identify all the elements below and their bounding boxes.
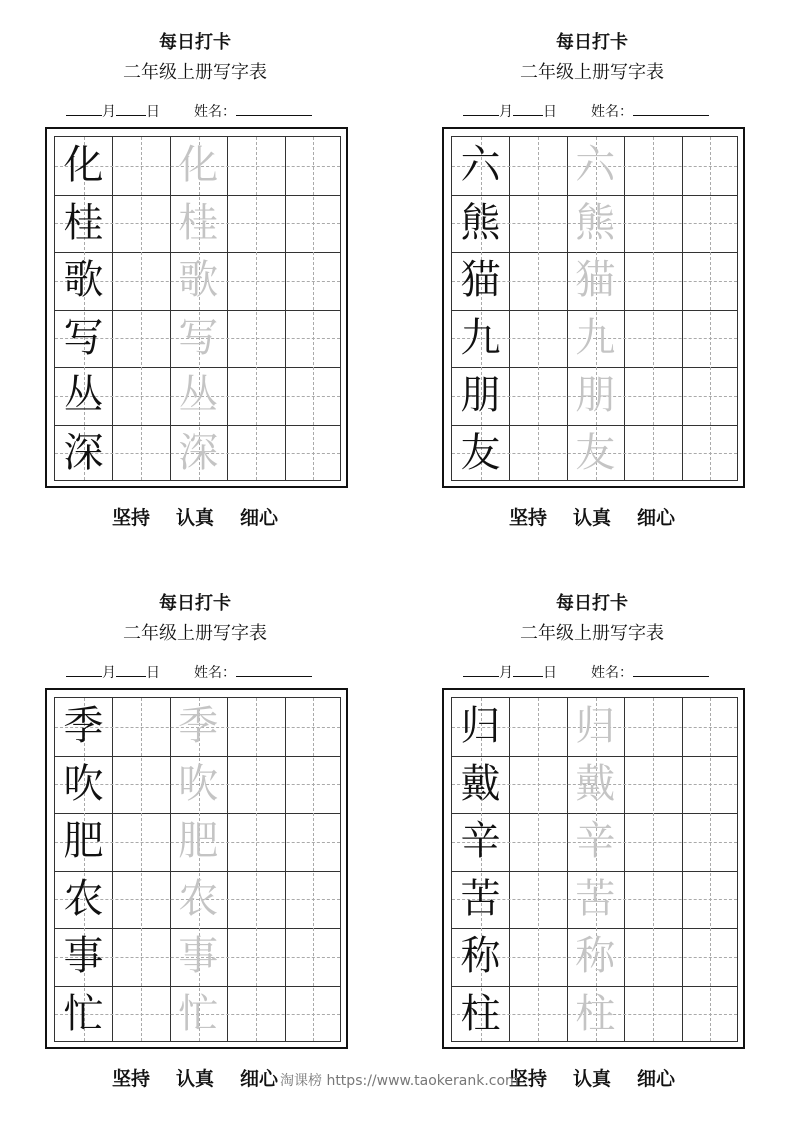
grid-column-line [285, 698, 286, 1041]
grid-guide-line [653, 698, 654, 1041]
model-character: 辛 [460, 818, 501, 864]
motto-careful: 细心 [240, 1068, 279, 1090]
sheet-subtitle: 二年级上册写字表 [520, 62, 664, 83]
motto-careful: 细心 [637, 1068, 676, 1090]
model-character: 熊 [460, 199, 501, 246]
grid-guide-line [710, 137, 711, 480]
month-blank [66, 662, 102, 677]
trace-character: 称 [575, 933, 616, 979]
grid-guide-line [313, 137, 314, 480]
trace-character: 柱 [575, 990, 616, 1037]
grid-guide-line [313, 698, 314, 1041]
trace-character: 九 [575, 314, 616, 361]
grid-column-line [624, 698, 625, 1041]
date-name-line [463, 101, 709, 122]
month-label: 月 [499, 104, 513, 120]
model-character: 猫 [460, 257, 501, 303]
name-blank [633, 101, 709, 116]
practice-grid-frame [442, 127, 745, 488]
motto [30, 504, 360, 532]
watermark: 淘课榜 https://www.taokerank.com [280, 1073, 519, 1089]
model-character: 朋 [460, 372, 501, 418]
model-character: 友 [460, 429, 501, 476]
trace-character: 熊 [575, 199, 616, 246]
motto-serious: 认真 [572, 1068, 611, 1090]
worksheet-3 [30, 561, 360, 1091]
practice-grid-frame [45, 127, 348, 488]
date-name-line [66, 101, 312, 122]
motto-serious: 认真 [175, 507, 214, 529]
model-character: 歌 [63, 257, 104, 303]
model-character: 化 [63, 142, 104, 188]
date-name-line [463, 662, 709, 683]
day-blank [513, 662, 543, 677]
month-label: 月 [102, 104, 116, 120]
grid-column-line [227, 698, 228, 1041]
model-character: 六 [460, 142, 501, 188]
sheet-title: 每日打卡 [556, 32, 628, 53]
motto-careful: 细心 [240, 507, 279, 529]
model-character: 桂 [63, 199, 104, 246]
model-character: 农 [63, 875, 104, 922]
grid-guide-line [538, 698, 539, 1041]
grid-column-line [112, 698, 113, 1041]
worksheet-4 [427, 561, 757, 1091]
model-character: 归 [460, 703, 501, 749]
name-label: 姓名： [591, 104, 633, 120]
model-character: 称 [460, 933, 501, 979]
model-character: 忙 [63, 990, 104, 1037]
trace-character: 忙 [178, 990, 219, 1037]
motto-serious: 认真 [175, 1068, 214, 1090]
motto-careful: 细心 [637, 507, 676, 529]
grid-guide-line [256, 698, 257, 1041]
trace-character: 化 [178, 142, 219, 188]
model-character: 戴 [460, 760, 501, 807]
trace-character: 戴 [575, 760, 616, 807]
day-label: 日 [543, 665, 557, 681]
grid-column-line [509, 137, 510, 480]
trace-character: 辛 [575, 818, 616, 864]
trace-character: 友 [575, 429, 616, 476]
model-character: 苦 [460, 875, 501, 922]
sheet-subtitle: 二年级上册写字表 [123, 62, 267, 83]
day-label: 日 [543, 104, 557, 120]
grid-guide-line [710, 698, 711, 1041]
model-character: 丛 [63, 372, 104, 418]
practice-grid-frame [45, 688, 348, 1049]
month-label: 月 [102, 665, 116, 681]
model-character: 柱 [460, 990, 501, 1037]
trace-character: 猫 [575, 257, 616, 303]
trace-character: 苦 [575, 875, 616, 922]
grid-column-line [682, 137, 683, 480]
motto-persist: 坚持 [111, 1068, 150, 1090]
sheet-subtitle: 二年级上册写字表 [123, 623, 267, 644]
sheet-subtitle: 二年级上册写字表 [520, 623, 664, 644]
name-label: 姓名： [591, 665, 633, 681]
day-label: 日 [146, 104, 160, 120]
practice-grid [54, 136, 341, 481]
trace-character: 季 [178, 703, 219, 749]
grid-guide-line [141, 698, 142, 1041]
trace-character: 归 [575, 703, 616, 749]
worksheet-2 [427, 0, 757, 530]
name-label: 姓名： [194, 104, 236, 120]
trace-character: 丛 [178, 372, 219, 418]
date-name-line [66, 662, 312, 683]
sheet-title: 每日打卡 [556, 593, 628, 614]
day-blank [513, 101, 543, 116]
day-label: 日 [146, 665, 160, 681]
sheet-title: 每日打卡 [159, 593, 231, 614]
trace-character: 农 [178, 875, 219, 922]
practice-grid [54, 697, 341, 1042]
trace-character: 桂 [178, 199, 219, 246]
trace-character: 六 [575, 142, 616, 188]
motto-serious: 认真 [572, 507, 611, 529]
motto [427, 504, 757, 532]
grid-column-line [227, 137, 228, 480]
trace-character: 肥 [178, 818, 219, 864]
trace-character: 写 [178, 314, 219, 361]
model-character: 事 [63, 933, 104, 979]
grid-column-line [112, 137, 113, 480]
grid-column-line [682, 698, 683, 1041]
trace-character: 深 [178, 429, 219, 476]
name-blank [633, 662, 709, 677]
worksheet-1 [30, 0, 360, 530]
month-blank [463, 101, 499, 116]
name-blank [236, 101, 312, 116]
month-blank [463, 662, 499, 677]
name-label: 姓名： [194, 665, 236, 681]
sheet-title: 每日打卡 [159, 32, 231, 53]
grid-column-line [509, 698, 510, 1041]
month-blank [66, 101, 102, 116]
trace-character: 事 [178, 933, 219, 979]
grid-guide-line [538, 137, 539, 480]
model-character: 九 [460, 314, 501, 361]
model-character: 肥 [63, 818, 104, 864]
motto-persist: 坚持 [508, 1068, 547, 1090]
practice-grid [451, 136, 738, 481]
grid-column-line [285, 137, 286, 480]
grid-column-line [624, 137, 625, 480]
trace-character: 歌 [178, 257, 219, 303]
practice-grid-frame [442, 688, 745, 1049]
grid-guide-line [653, 137, 654, 480]
model-character: 吹 [63, 760, 104, 807]
motto-persist: 坚持 [111, 507, 150, 529]
grid-guide-line [141, 137, 142, 480]
name-blank [236, 662, 312, 677]
model-character: 深 [63, 429, 104, 476]
day-blank [116, 662, 146, 677]
grid-guide-line [256, 137, 257, 480]
trace-character: 朋 [575, 372, 616, 418]
practice-grid [451, 697, 738, 1042]
trace-character: 吹 [178, 760, 219, 807]
day-blank [116, 101, 146, 116]
model-character: 写 [63, 314, 104, 361]
model-character: 季 [63, 703, 104, 749]
motto-persist: 坚持 [508, 507, 547, 529]
month-label: 月 [499, 665, 513, 681]
